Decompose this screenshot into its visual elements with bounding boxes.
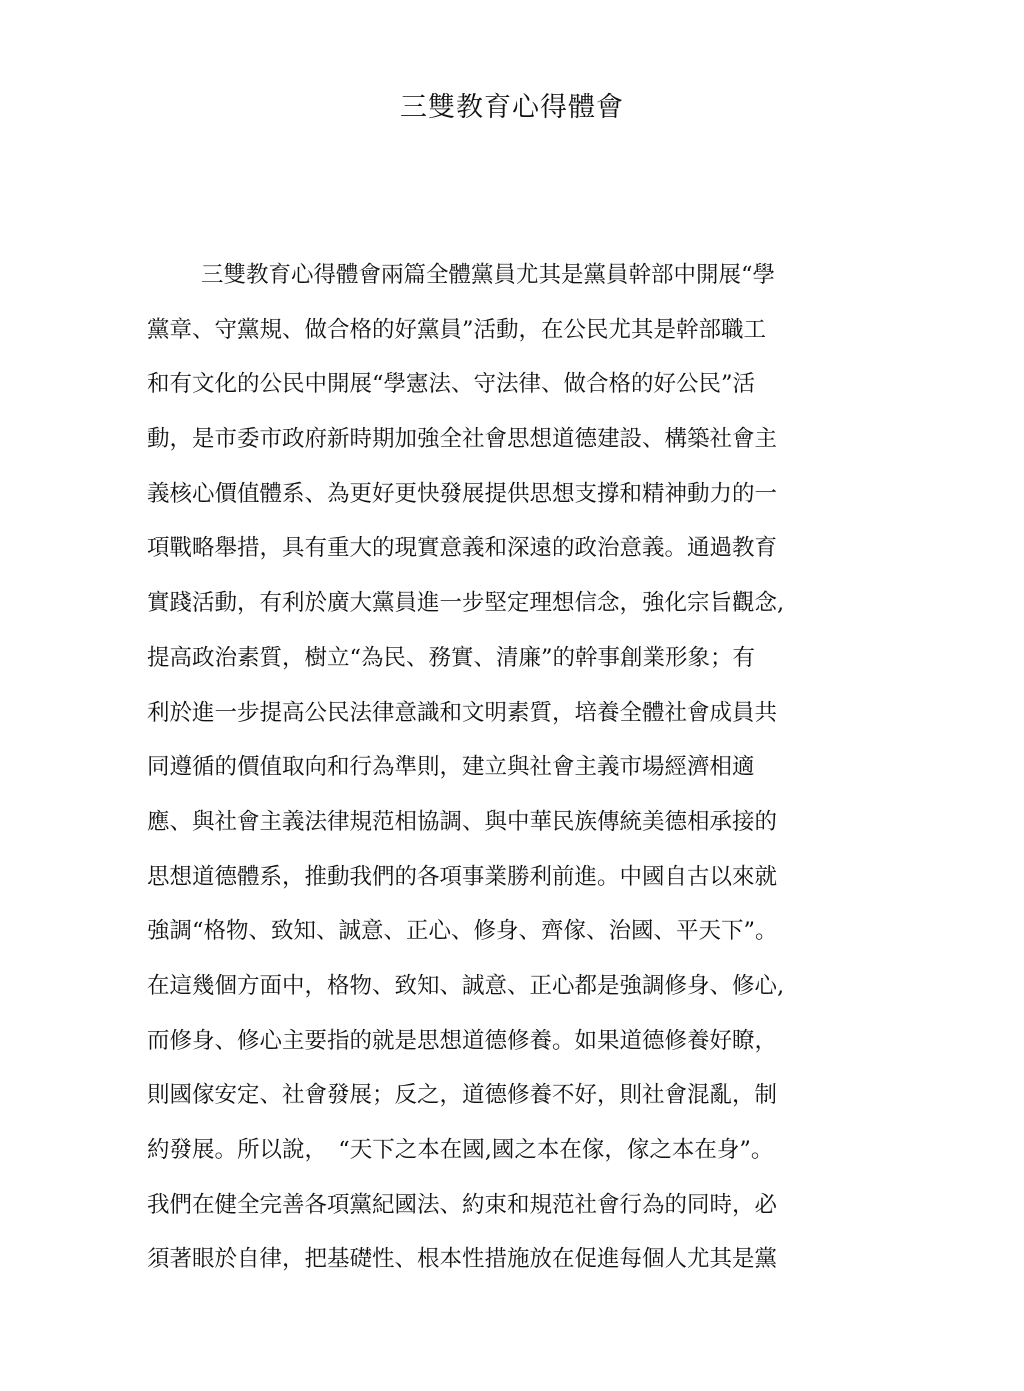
text-line: 利於進一步提高公民法律意識和文明素質，培養全體社會成員共 [147,699,778,726]
text-line: 提高政治素質，樹立“為民、務實、清廉”的幹事創業形象；有 [147,644,756,671]
text-line: 而修身、修心主要指的就是思想道德修養。如果道德修養好瞭， [147,1027,778,1054]
text-line: 應、與社會主義法律規范相協調、與中華民族傳統美德相承接的 [147,808,778,835]
text-line: 項戰略舉措，具有重大的現實意義和深遠的政治意義。通過教育 [147,535,778,562]
text-line: 實踐活動，有利於廣大黨員進一步堅定理想信念，強化宗旨觀念, [147,590,785,617]
text-line: 同遵循的價值取向和行為準則，建立與社會主義市場經濟相適 [147,754,755,781]
text-line: 義核心價值體系、為更好更快發展提供思想支撐和精神動力的一 [147,480,778,507]
text-line: 思想道德體系，推動我們的各項事業勝利前進。中國自古以來就 [147,863,778,890]
text-line: 則國傢安定、社會發展；反之，道德修養不好，則社會混亂，制 [147,1082,778,1109]
text-line: 約發展。所以說， “天下之本在國,國之本在傢，傢之本在身”。 [147,1137,774,1163]
text-line: 黨章、守黨規、做合格的好黨員”活動，在公民尤其是幹部職工 [147,316,767,343]
body-paragraph [147,248,847,1287]
text-line: 三雙教育心得體會兩篇全體黨員尤其是黨員幹部中開展“學 [201,262,776,288]
document-title: 三雙教育心得體會 [400,92,624,123]
text-line: 在這幾個方面中，格物、致知、誠意、正心都是強調修身、修心, [147,972,785,999]
text-line: 和有文化的公民中開展“學憲法、守法律、做合格的好公民”活 [147,371,756,398]
text-line: 動，是市委市政府新時期加強全社會思想道德建設、構築社會主 [147,426,778,453]
text-line: 須著眼於自律，把基礎性、根本性措施放在促進每個人尤其是黨 [147,1246,778,1273]
text-line: 強調“格物、致知、誠意、正心、修身、齊傢、治國、平天下”。 [147,918,778,945]
text-line: 我們在健全完善各項黨紀國法、約束和規范社會行為的同時，必 [147,1191,778,1218]
